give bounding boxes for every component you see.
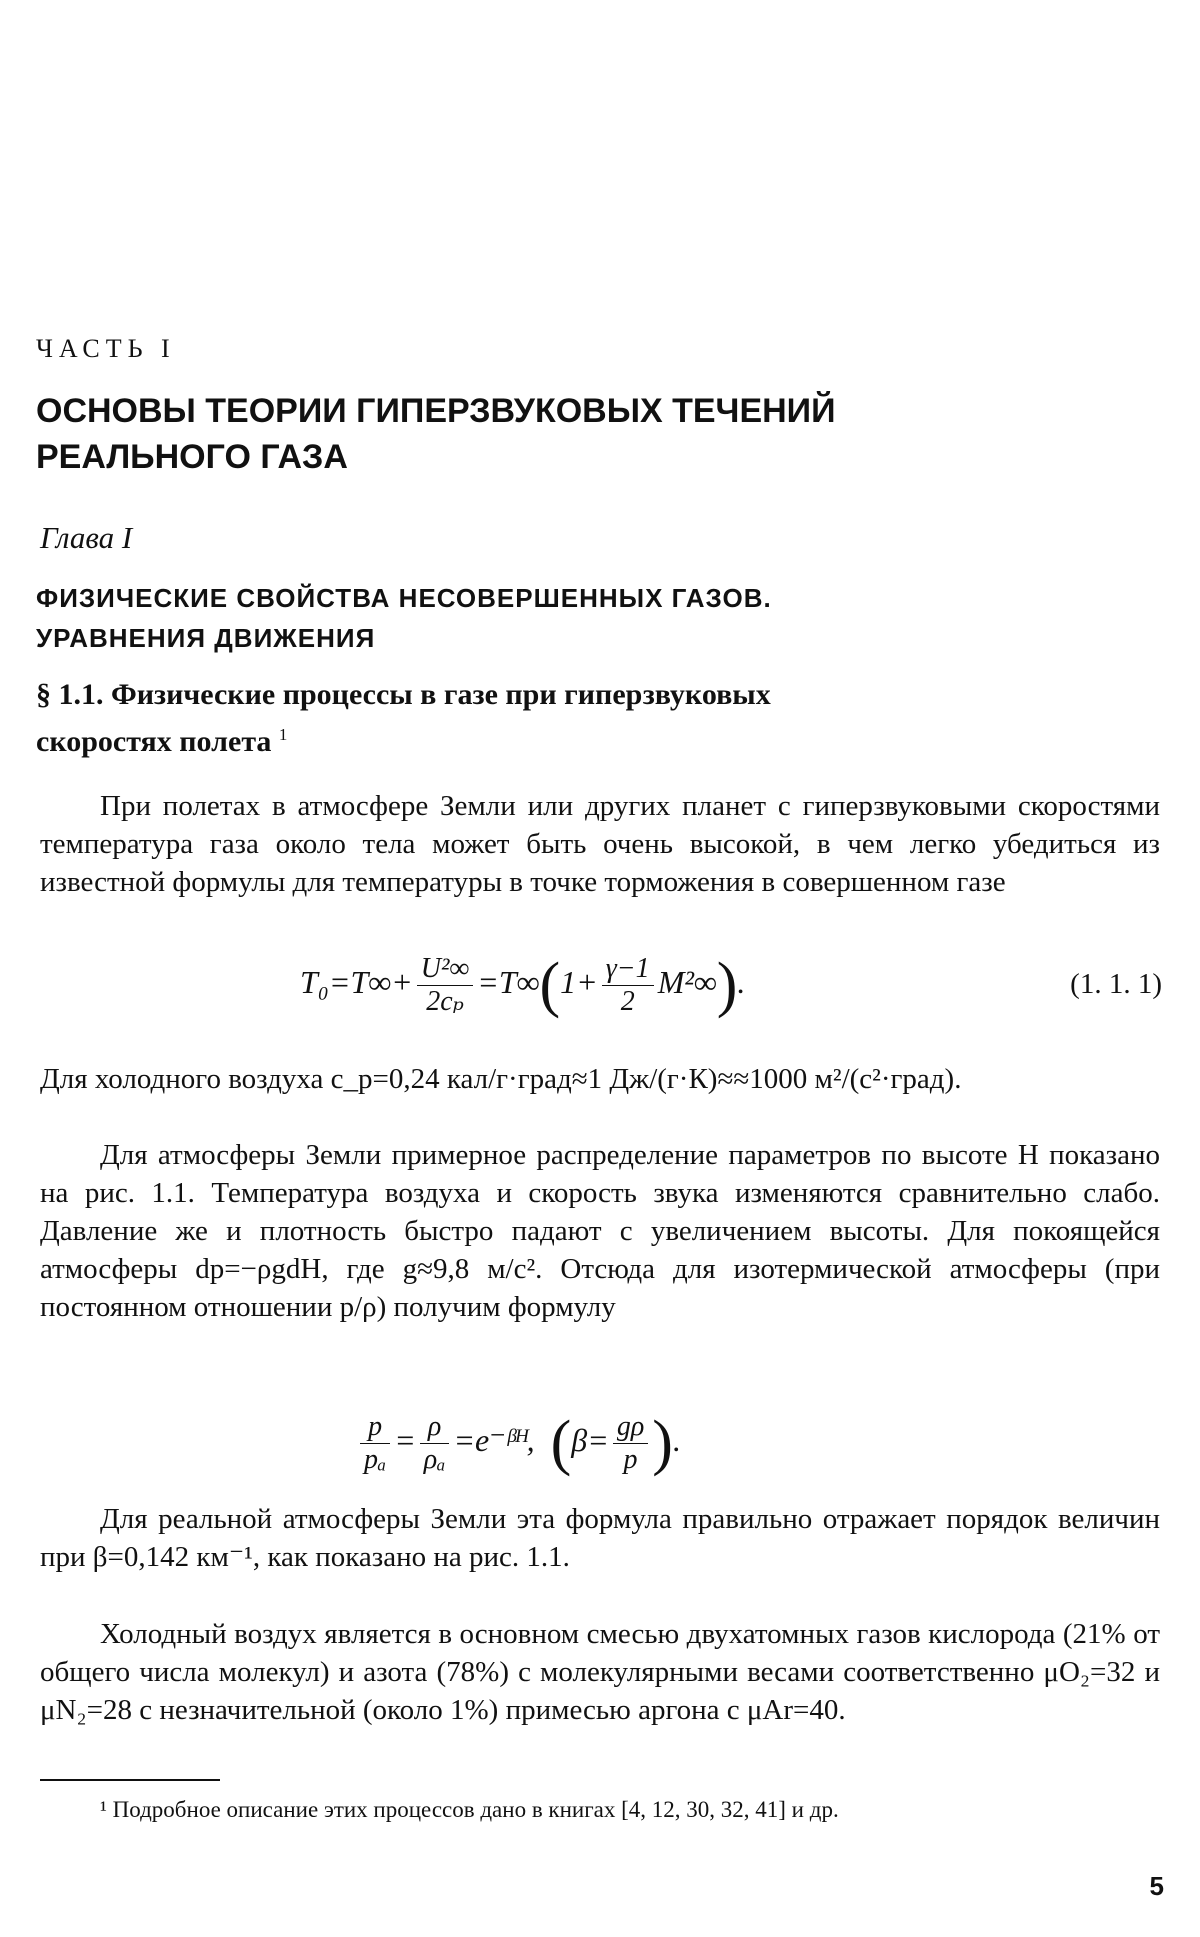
- formula1-lhs: T₀=T∞+: [300, 963, 413, 1000]
- paragraph-4: Для реальной атмосферы Земли эта формула правильно отражает порядок величин при β=0,142 км⁻¹, как показано на рис. 1.1.: [40, 1503, 1160, 1573]
- section-title: [36, 675, 1036, 762]
- paragraph-1: При полетах в атмосфере Земли или других планет с гиперзвуковыми скоростями температура газа около тела может быть очень высокой, в чем легко убедиться из известной формулы для температуры в точке торможения в совершенном газе: [40, 790, 1160, 898]
- formula2-frac3-numerator: gρ: [613, 1411, 648, 1444]
- formula2-beta: β=: [571, 1421, 609, 1458]
- formula2-close-paren: ): [652, 1409, 673, 1477]
- formula2-tail: .: [672, 1421, 681, 1458]
- formula1-mid: =T∞: [477, 963, 540, 1000]
- formula-stagnation-temperature: [300, 950, 745, 1021]
- formula1-open-paren: (: [539, 951, 561, 1019]
- paragraph-2: Для холодного воздуха c_p=0,24 кал/г·град≈1 Дж/(г·К)≈≈1000 м²/(с²·град).: [40, 1063, 962, 1095]
- formula1-fraction-2: [602, 953, 654, 1018]
- formula2-frac1-denominator: pₐ: [364, 1444, 387, 1475]
- section-title-line-2: [36, 715, 1036, 762]
- formula2-frac3-denominator: p: [623, 1444, 638, 1475]
- formula2-frac2-denominator: ρₐ: [423, 1444, 446, 1475]
- section-title-line-1: § 1.1. Физические процессы в газе при гиперзвуковых: [36, 678, 771, 711]
- footnote: [40, 1793, 1160, 1827]
- paragraph-3: Для атмосферы Земли примерное распределение параметров по высоте H показано на рис. 1.1. Температура воздуха и скорость звука изменяются сравнительно слабо. Давление же и плотность быстро падают с увеличением высоты. Для покоящейся атмосферы dp=−ρgdH, где g≈9,8 м/с². Отсюда для изотермической атмосферы (при постоянном отношении p/ρ) получим формулу: [40, 1139, 1160, 1323]
- chapter-label: Глава I: [40, 520, 133, 555]
- formula-isothermal-atmosphere: [356, 1408, 681, 1479]
- chapter-title-line-1: ФИЗИЧЕСКИЕ СВОЙСТВА НЕСОВЕРШЕННЫХ ГАЗОВ.: [36, 583, 772, 613]
- formula1-paren-a: 1+: [560, 963, 598, 1000]
- chapter-title: [36, 578, 1036, 658]
- part-label: ЧАСТЬ I: [36, 334, 176, 363]
- formula2-frac1-numerator: p: [360, 1411, 390, 1444]
- formula1-frac1-denominator: 2cₚ: [426, 986, 464, 1017]
- paragraph-5: Холодный воздух является в основном смесью двухатомных газов кислорода (21% от общего числа молекул) и азота (78%) с молекулярными весами соответственно μO₂=32 и μN₂=28 с незначительной (около 1%) примесью аргона с μAr=40.: [40, 1618, 1160, 1726]
- formula2-fraction-3: [613, 1411, 648, 1476]
- equation-number: (1. 1. 1): [1070, 968, 1162, 1000]
- formula2-fraction-2: [420, 1411, 450, 1476]
- formula2-eq1: =: [394, 1421, 416, 1458]
- part-title-line-1: ОСНОВЫ ТЕОРИИ ГИПЕРЗВУКОВЫХ ТЕЧЕНИЙ: [36, 392, 836, 430]
- footnote-divider: [40, 1779, 220, 1781]
- part-title: [36, 388, 1036, 480]
- formula2-open-paren: (: [550, 1409, 572, 1477]
- formula2-exponential: =e⁻ᵝᴴ,: [453, 1421, 535, 1458]
- page-number: 5: [1149, 1871, 1164, 1901]
- formula1-fraction-1: [417, 953, 474, 1018]
- footnote-reference[interactable]: 1: [278, 725, 288, 744]
- footnote-marker: ¹: [100, 1797, 107, 1822]
- formula1-paren-b: M²∞: [657, 963, 717, 1000]
- part-title-line-2: РЕАЛЬНОГО ГАЗА: [36, 438, 348, 476]
- chapter-title-line-2: УРАВНЕНИЯ ДВИЖЕНИЯ: [36, 623, 376, 653]
- formula2-fraction-1: [360, 1411, 390, 1476]
- formula1-tail: .: [737, 963, 746, 1000]
- formula1-close-paren: ): [716, 951, 738, 1019]
- formula1-frac1-numerator: U²∞: [417, 953, 474, 986]
- formula1-frac2-numerator: γ−1: [602, 953, 654, 986]
- formula1-frac2-denominator: 2: [620, 986, 635, 1017]
- formula2-frac2-numerator: ρ: [420, 1411, 450, 1444]
- footnote-text: Подробное описание этих процессов дано в книгах [4, 12, 30, 32, 41] и др.: [112, 1797, 839, 1822]
- section-title-line-2-text: скоростях полета: [36, 725, 272, 758]
